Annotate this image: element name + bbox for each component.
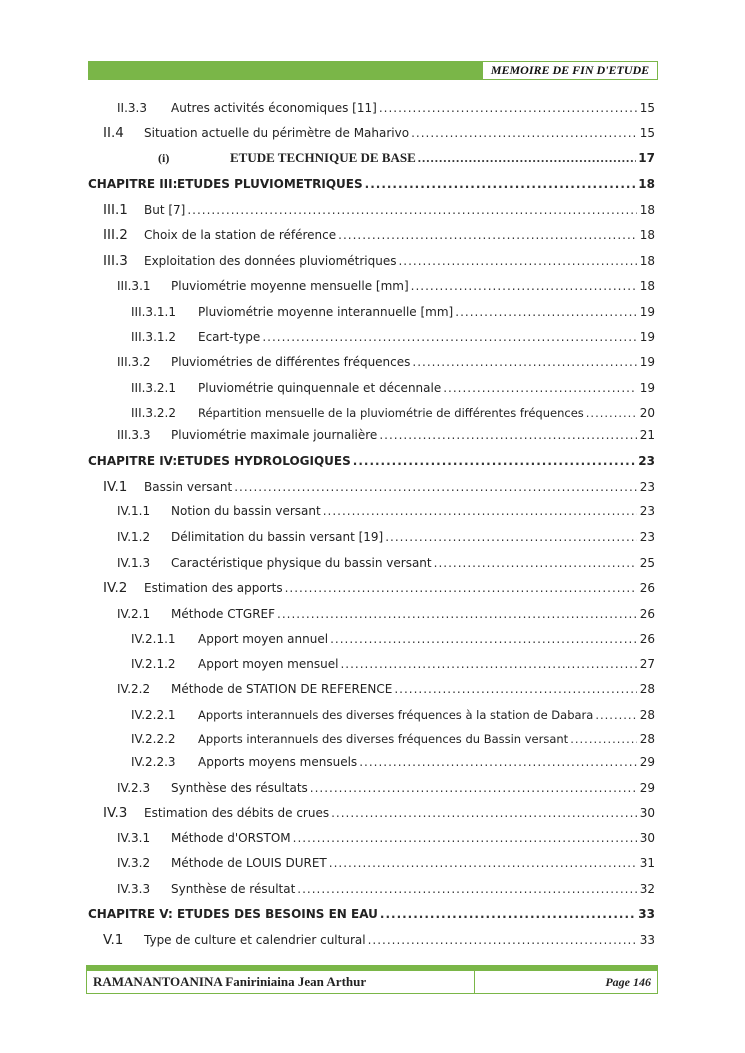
- toc-entry-label: Méthode de LOUIS DURET: [171, 856, 327, 870]
- toc-entry-page: 29: [639, 755, 655, 769]
- toc-entry-number: III.3.2.1: [131, 381, 176, 395]
- toc-entry-label: Caractéristique physique du bassin versant: [171, 556, 432, 570]
- toc-entry-number: IV.2.1.2: [131, 657, 176, 671]
- toc-entry[interactable]: [0, 731, 655, 747]
- toc-entry-page: 19: [639, 355, 655, 369]
- toc-entry[interactable]: [0, 202, 655, 218]
- toc-entry-page: 28: [639, 682, 655, 696]
- toc-entry-page: 19: [639, 381, 655, 395]
- toc-entry-number: CHAPITRE V:: [88, 907, 173, 921]
- toc-entry-page: 19: [639, 305, 655, 319]
- toc-entry-label: Synthèse de résultat: [171, 882, 296, 896]
- toc-leader-dots: [234, 479, 637, 495]
- toc-entry-number: III.1: [103, 202, 128, 218]
- toc-entry-number: CHAPITRE IV:: [88, 454, 178, 468]
- toc-entry-page: 26: [639, 632, 655, 646]
- toc-leader-dots: [297, 881, 637, 897]
- toc-entry-label: But [7]: [144, 203, 186, 217]
- toc-entry-page: 23: [639, 504, 655, 518]
- toc-entry[interactable]: [0, 855, 655, 871]
- toc-entry-label: Choix de la station de référence: [144, 228, 337, 242]
- toc-entry-label: Estimation des débits de crues: [144, 806, 330, 820]
- toc-leader-dots: [187, 202, 637, 218]
- toc-entry-number: II.4: [103, 125, 124, 141]
- toc-entry-label: Pluviométrie moyenne interannuelle [mm]: [198, 305, 454, 319]
- toc-entry-number: III.3.1.1: [131, 305, 176, 319]
- toc-entry-page: 18: [639, 228, 655, 242]
- toc-entry-page: 18: [638, 177, 655, 191]
- toc-entry-label: ETUDES HYDROLOGIQUES: [177, 454, 351, 468]
- toc-leader-dots: [455, 304, 637, 320]
- toc-leader-dots: [277, 606, 637, 622]
- toc-leader-dots: [570, 731, 637, 747]
- toc-entry[interactable]: [0, 631, 655, 647]
- toc-leader-dots: [412, 354, 637, 370]
- toc-entry-label: Méthode d'ORSTOM: [171, 831, 291, 845]
- toc-entry-number: III.3.2: [117, 355, 151, 369]
- toc-entry[interactable]: [0, 681, 655, 697]
- toc-entry-number: (i): [158, 151, 170, 165]
- toc-entry[interactable]: [0, 405, 655, 421]
- toc-entry-label: Méthode CTGREF: [171, 607, 276, 621]
- toc-entry-number: III.3.1: [117, 279, 151, 293]
- toc-entry-number: IV.2.2.1: [131, 708, 176, 722]
- toc-entry-label: ETUDE TECHNIQUE DE BASE: [230, 150, 416, 165]
- toc-entry-page: 15: [639, 126, 655, 140]
- toc-entry-label: Ecart-type: [198, 330, 261, 344]
- toc-entry-number: V.1: [103, 932, 124, 948]
- toc-entry-number: III.2: [103, 227, 128, 243]
- toc-entry[interactable]: [0, 125, 655, 141]
- toc-entry[interactable]: [0, 754, 655, 770]
- toc-entry-page: 23: [639, 530, 655, 544]
- toc-entry-page: 28: [639, 708, 655, 722]
- toc-entry-label: Estimation des apports: [144, 581, 283, 595]
- toc-entry[interactable]: [0, 529, 655, 545]
- toc-leader-dots: [379, 427, 637, 443]
- toc-entry-number: IV.2.2.3: [131, 755, 176, 769]
- toc-entry-number: III.3.2.2: [131, 406, 176, 420]
- toc-entry-number: IV.1.2: [117, 530, 151, 544]
- toc-entry-label: Bassin versant: [144, 480, 233, 494]
- toc-entry-number: CHAPITRE III:: [88, 177, 178, 191]
- footer-page-number: Page 146: [605, 975, 651, 989]
- toc-leader-dots: [398, 253, 637, 269]
- toc-entry-page: 20: [639, 406, 655, 420]
- toc-leader-dots: [310, 780, 637, 796]
- toc-entry-label: Notion du bassin versant: [171, 504, 321, 518]
- toc-entry-number: IV.3.1: [117, 831, 151, 845]
- toc-leader-dots: [331, 805, 637, 821]
- page-footer: [86, 965, 658, 994]
- toc-entry-page: 30: [639, 806, 655, 820]
- header-title: MEMOIRE DE FIN D'ETUDE: [482, 62, 657, 79]
- toc-leader-dots: [285, 580, 637, 596]
- toc-leader-dots: [338, 227, 637, 243]
- toc-entry[interactable]: [0, 881, 655, 897]
- toc-entry[interactable]: [0, 606, 655, 622]
- toc-entry-page: 26: [639, 607, 655, 621]
- toc-leader-dots: [323, 503, 637, 519]
- toc-leader-dots: [411, 125, 637, 141]
- toc-entry-part[interactable]: [0, 150, 655, 166]
- toc-entry-number: IV.3: [103, 805, 128, 821]
- toc-leader-dots: [293, 830, 637, 846]
- toc-entry-number: IV.1: [103, 479, 128, 495]
- toc-entry[interactable]: [0, 932, 655, 948]
- toc-entry-number: IV.1.1: [117, 504, 151, 518]
- toc-entry[interactable]: [0, 580, 655, 596]
- toc-entry-number: IV.2.1.1: [131, 632, 176, 646]
- toc-entry-number: IV.3.2: [117, 856, 151, 870]
- toc-entry-page: 29: [639, 781, 655, 795]
- toc-entry[interactable]: [0, 479, 655, 495]
- toc-entry-number: III.3: [103, 253, 128, 269]
- toc-leader-dots: [353, 453, 637, 469]
- toc-entry-number: IV.1.3: [117, 556, 151, 570]
- toc-entry-page: 32: [639, 882, 655, 896]
- toc-entry-page: 23: [639, 480, 655, 494]
- toc-entry-number: IV.2: [103, 580, 128, 596]
- toc-entry[interactable]: [0, 707, 655, 723]
- toc-entry-page: 15: [639, 101, 655, 115]
- toc-entry[interactable]: [0, 304, 655, 320]
- toc-entry-number: IV.2.3: [117, 781, 151, 795]
- toc-leader-dots: [330, 631, 637, 647]
- toc-entry-page: 18: [639, 203, 655, 217]
- toc-entry[interactable]: [0, 656, 655, 672]
- page-header: [88, 61, 658, 80]
- toc-leader-dots: [380, 906, 637, 922]
- toc-leader-dots: [368, 932, 637, 948]
- toc-entry-label: Situation actuelle du périmètre de Maharivo: [144, 126, 410, 140]
- toc-leader-dots: [365, 176, 637, 192]
- toc-leader-dots: [411, 278, 637, 294]
- toc-entry-page: 21: [639, 428, 655, 442]
- toc-entry-page: 27: [639, 657, 655, 671]
- toc-entry-number: III.3.1.2: [131, 330, 176, 344]
- toc-entry-label: Pluviométrie maximale journalière: [171, 428, 378, 442]
- toc-entry[interactable]: [0, 278, 655, 294]
- toc-entry[interactable]: [0, 830, 655, 846]
- toc-entry-label: ETUDES DES BESOINS EN EAU: [177, 907, 378, 921]
- toc-entry-number: III.3.3: [117, 428, 151, 442]
- toc-entry-number: IV.2.2: [117, 682, 151, 696]
- toc-entry[interactable]: [0, 329, 655, 345]
- toc-entry-page: 28: [639, 732, 655, 746]
- toc-entry-page: 18: [639, 279, 655, 293]
- footer-author: RAMANANTOANINA Faniriniaina Jean Arthur: [87, 971, 475, 993]
- toc-entry-page: 25: [639, 556, 655, 570]
- toc-entry-chapter[interactable]: [0, 453, 655, 469]
- toc-entry-label: Exploitation des données pluviométriques: [144, 254, 397, 268]
- toc-entry-label: Synthèse des résultats: [171, 781, 308, 795]
- toc-entry[interactable]: [0, 555, 655, 571]
- toc-entry-label: Apports interannuels des diverses fréquences du Bassin versant: [198, 732, 569, 746]
- toc-entry-label: Apport moyen annuel: [198, 632, 329, 646]
- toc-entry-page: 26: [639, 581, 655, 595]
- toc-leader-dots: [379, 100, 637, 116]
- toc-entry-label: Apport moyen mensuel: [198, 657, 339, 671]
- toc-entry-chapter[interactable]: [0, 176, 655, 192]
- toc-entry-number: IV.3.3: [117, 882, 151, 896]
- toc-entry-number: II.3.3: [117, 101, 147, 115]
- toc-leader-dots: [443, 380, 637, 396]
- toc-entry[interactable]: [0, 427, 655, 443]
- toc-entry-label: Apports moyens mensuels: [198, 755, 358, 769]
- toc-leader-dots: [340, 656, 637, 672]
- toc-entry-number: IV.2.1: [117, 607, 151, 621]
- toc-entry-label: ETUDES PLUVIOMETRIQUES: [177, 177, 363, 191]
- toc-leader-dots: [262, 329, 637, 345]
- toc-entry-label: Autres activités économiques [11]: [171, 101, 377, 115]
- toc-leader-dots: [329, 855, 637, 871]
- toc-entry-page: 17: [638, 151, 655, 165]
- toc-leader-dots: [434, 555, 637, 571]
- toc-entry-label: Méthode de STATION DE REFERENCE: [171, 682, 393, 696]
- toc-entry-page: 30: [639, 831, 655, 845]
- toc-leader-dots: [595, 707, 637, 723]
- toc-entry[interactable]: [0, 805, 655, 821]
- toc-entry-label: Pluviométries de différentes fréquences: [171, 355, 411, 369]
- toc-entry[interactable]: [0, 780, 655, 796]
- toc-entry-page: 31: [639, 856, 655, 870]
- toc-entry-page: 23: [638, 454, 655, 468]
- toc-entry-number: IV.2.2.2: [131, 732, 176, 746]
- toc-entry[interactable]: [0, 227, 655, 243]
- toc-entry-page: 33: [639, 933, 655, 947]
- toc-entry[interactable]: [0, 503, 655, 519]
- toc-entry[interactable]: [0, 354, 655, 370]
- toc-leader-dots: [385, 529, 637, 545]
- toc-entry[interactable]: [0, 100, 655, 116]
- toc-entry-label: Pluviométrie moyenne mensuelle [mm]: [171, 279, 409, 293]
- toc-leader-dots: [359, 754, 637, 770]
- toc-entry-label: Répartition mensuelle de la pluviométrie de différentes fréquences: [198, 406, 584, 420]
- toc-entry-page: 19: [639, 330, 655, 344]
- toc-entry-label: Apports interannuels des diverses fréquences à la station de Dabara: [198, 708, 594, 722]
- toc-leader-dots: [418, 150, 637, 166]
- toc-leader-dots: [394, 681, 637, 697]
- toc-entry-chapter[interactable]: [0, 906, 655, 922]
- toc-entry-label: Délimitation du bassin versant [19]: [171, 530, 384, 544]
- toc-entry-label: Type de culture et calendrier cultural: [144, 933, 366, 947]
- toc-entry-page: 33: [638, 907, 655, 921]
- toc-entry-page: 18: [639, 254, 655, 268]
- toc-entry[interactable]: [0, 253, 655, 269]
- toc-leader-dots: [586, 405, 637, 421]
- toc-entry[interactable]: [0, 380, 655, 396]
- toc-entry-label: Pluviométrie quinquennale et décennale: [198, 381, 442, 395]
